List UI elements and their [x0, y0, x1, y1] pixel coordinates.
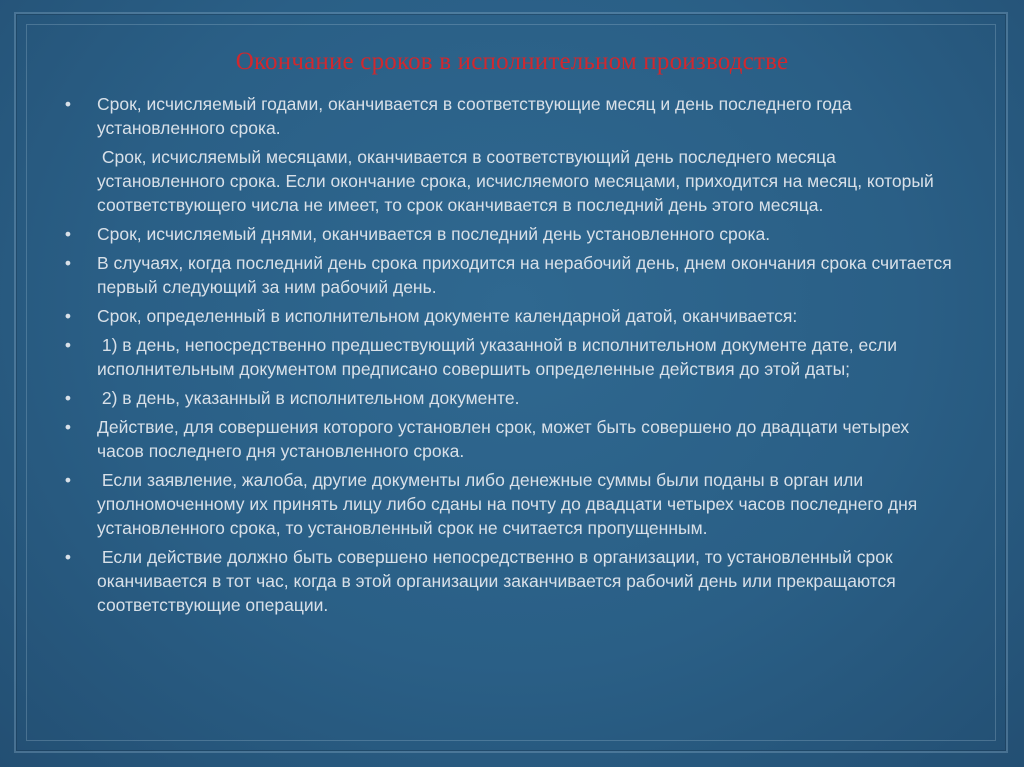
bullet-icon: • [64, 253, 72, 273]
list-item-text: Если действие должно быть совершено непосредственно в организации, то установленный срок оканчивается в тот час, когда в этой организации заканчивается рабочий день или прекращаются соответствующие операции. [97, 547, 901, 615]
list-item-text: 1) в день, непосредственно предшествующий указанной в исполнительном документе дате, если исполнительным документом предписано совершить определенные действия до этой даты; [97, 335, 902, 379]
list-item [60, 415, 960, 463]
list-item-text: 2) в день, указанный в исполнительном документе. [97, 388, 520, 408]
list-item-text: Если заявление, жалоба, другие документы либо денежные суммы были поданы в орган или уполномоченному их принять лицу либо сданы на почту до двадцати четырех часов последнего дня установленного срока, то установленный срок не считается пропущенным. [97, 470, 923, 538]
list-item [60, 386, 960, 410]
list-item-text: Срок, исчисляемый годами, оканчивается в соответствующие месяц и день последнего года установленного срока. [97, 94, 857, 138]
list-item [60, 333, 960, 381]
slide-title: Окончание сроков в исполнительном производстве [235, 48, 789, 75]
bullet-icon: • [64, 94, 72, 114]
bullet-icon: • [64, 306, 72, 326]
list-item-text: Срок, исчисляемый днями, оканчивается в последний день установленного срока. [97, 224, 771, 244]
list-item [60, 304, 960, 328]
list-item [60, 222, 960, 246]
bullet-icon: • [64, 224, 72, 244]
list-item [60, 145, 960, 217]
list-item [60, 468, 960, 540]
bullet-list [60, 92, 960, 622]
list-item-text: В случаях, когда последний день срока приходится на нерабочий день, днем окончания срока считается первый следующий за ним рабочий день. [97, 253, 957, 297]
list-item [60, 545, 960, 617]
list-item-text: Срок, исчисляемый месяцами, оканчивается в соответствующий день последнего месяца установленного срока. Если окончание срока, исчисляемого месяцами, приходится на месяц, который соответствующего числа не имеет, то срок оканчивается в последний день этого месяца. [97, 147, 939, 215]
list-item-text: Действие, для совершения которого установлен срок, может быть совершено до двадцати четырех часов последнего дня установленного срока. [97, 417, 915, 461]
bullet-icon: • [64, 335, 72, 355]
bullet-icon: • [64, 470, 72, 490]
list-item [60, 251, 960, 299]
list-item-text: Срок, определенный в исполнительном документе календарной датой, оканчивается: [97, 306, 798, 326]
list-item [60, 92, 960, 140]
bullet-icon: • [64, 417, 72, 437]
bullet-icon: • [64, 547, 72, 567]
bullet-icon: • [64, 388, 72, 408]
